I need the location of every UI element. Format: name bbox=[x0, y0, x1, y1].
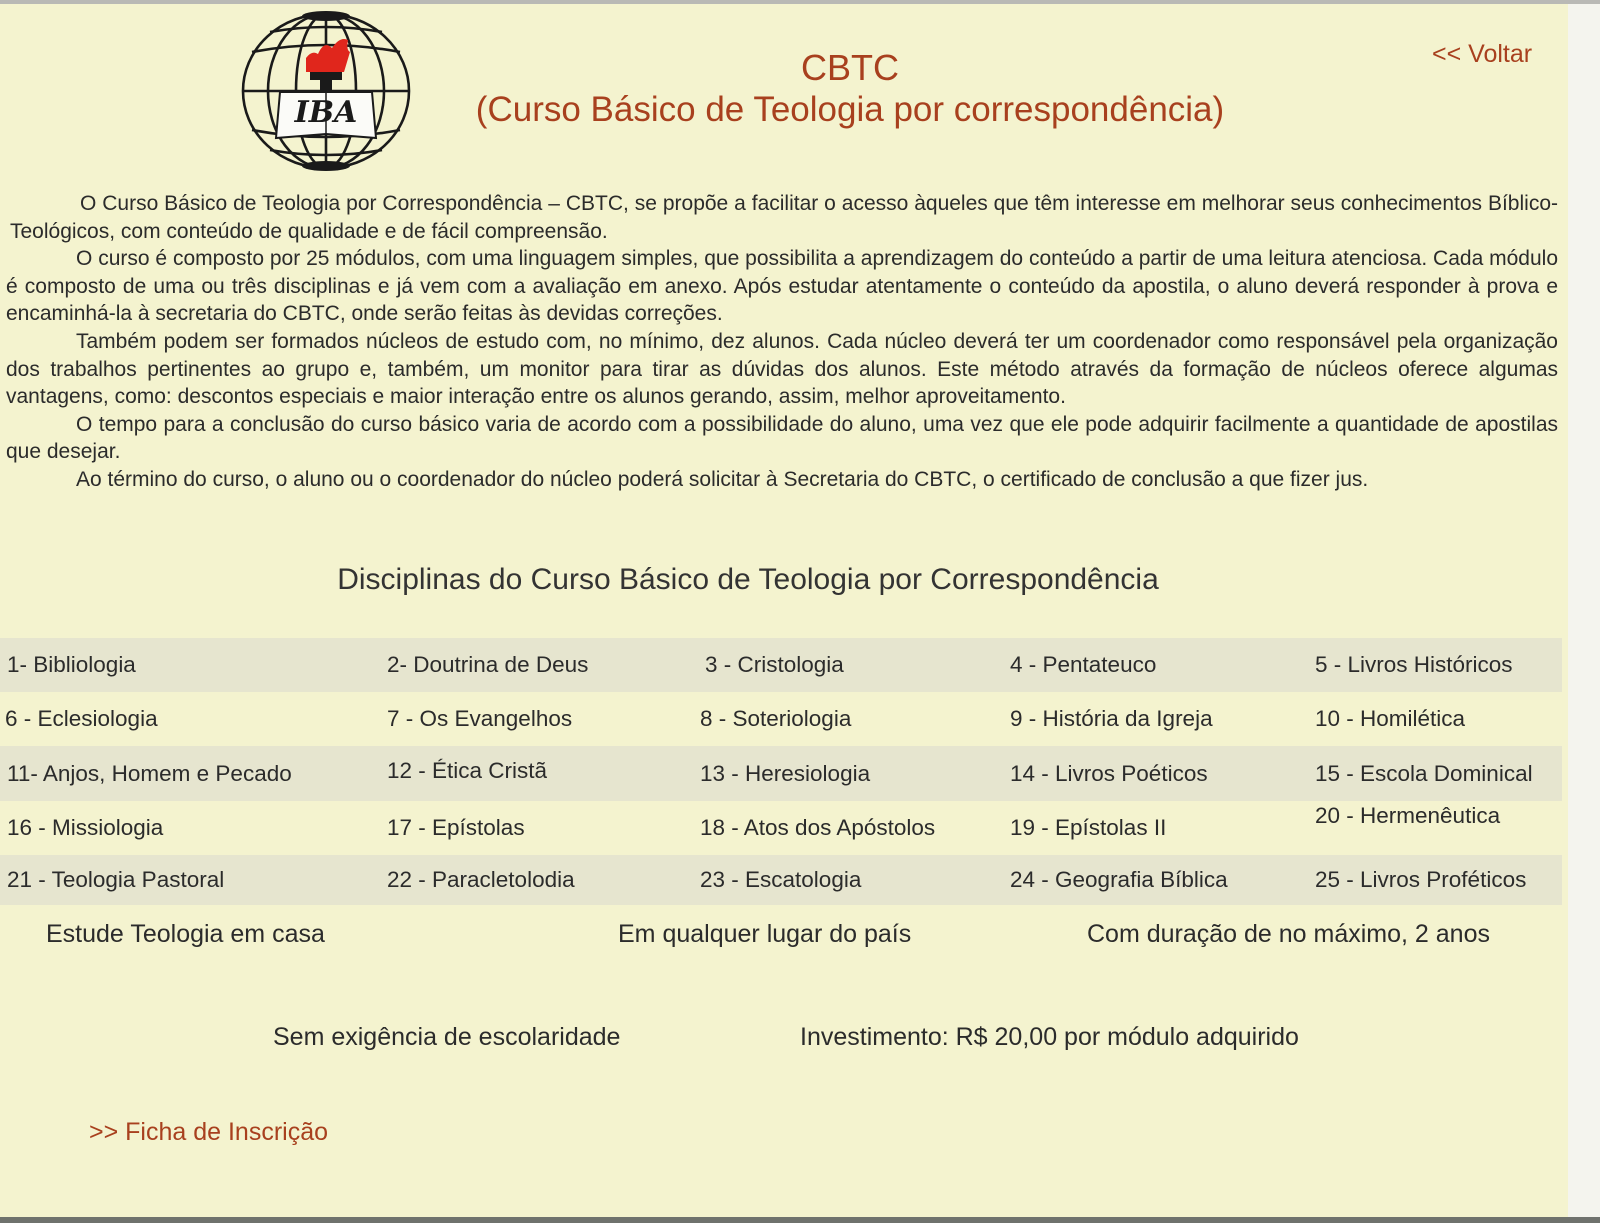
discipline-item: 7 - Os Evangelhos bbox=[387, 706, 573, 731]
discipline-item: 2- Doutrina de Deus bbox=[387, 652, 589, 677]
discipline-item: 11- Anjos, Homem e Pecado bbox=[7, 760, 292, 786]
discipline-item: 17 - Epístolas bbox=[387, 815, 525, 840]
discipline-item: 1- Bibliologia bbox=[7, 652, 136, 677]
intro-paragraph: O Curso Básico de Teologia por Correspondência – CBTC, se propõe a facilitar o acesso àqueles que têm interesse em melhorar seus conhecimentos Bíblico-Teológicos, com conteúdo de qualidade e de fácil compreensão. bbox=[10, 192, 1558, 243]
disciplines-heading: Disciplinas do Curso Básico de Teologia por Correspondência bbox=[337, 563, 1159, 596]
discipline-item: 12 - Ética Cristã bbox=[387, 758, 548, 783]
feature-no-schooling: Sem exigência de escolaridade bbox=[273, 1023, 621, 1051]
intro-paragraph: O curso é composto por 25 módulos, com uma linguagem simples, que possibilita a aprendizagem do conteúdo a partir de uma leitura atenciosa. Cada módulo é composto de uma ou três disciplinas e já vem com a avaliação em anexo. Após estudar atentamente o conteúdo da apostila, o aluno deverá responder à prova e encaminhá-la à secretaria do CBTC, onde serão feitas às devidas correções. bbox=[6, 247, 1558, 326]
discipline-item: 18 - Atos dos Apóstolos bbox=[700, 815, 936, 840]
discipline-item: 21 - Teologia Pastoral bbox=[7, 867, 225, 892]
feature-duration: Com duração de no máximo, 2 anos bbox=[1087, 920, 1490, 948]
discipline-item: 13 - Heresiologia bbox=[700, 760, 871, 786]
page-subtitle: (Curso Básico de Teologia por correspondência) bbox=[475, 90, 1225, 129]
page-content bbox=[0, 4, 1568, 1217]
right-margin bbox=[1568, 4, 1600, 1217]
page-header bbox=[450, 48, 1250, 132]
discipline-item: 16 - Missiologia bbox=[7, 815, 164, 840]
intro-text bbox=[6, 190, 1558, 494]
feature-price: Investimento: R$ 20,00 por módulo adquirido bbox=[800, 1023, 1299, 1051]
feature-anywhere: Em qualquer lugar do país bbox=[618, 920, 912, 948]
discipline-item: 3 - Cristologia bbox=[705, 652, 844, 677]
intro-paragraph: O tempo para a conclusão do curso básico varia de acordo com a possibilidade do aluno, uma vez que ele pode adquirir facilmente a quantidade de apostilas que desejar. bbox=[6, 412, 1558, 464]
discipline-item: 25 - Livros Proféticos bbox=[1315, 867, 1527, 892]
page-title: CBTC bbox=[801, 47, 899, 88]
iba-logo bbox=[240, 10, 412, 172]
feature-study-home: Estude Teologia em casa bbox=[46, 920, 325, 948]
discipline-item: 24 - Geografia Bíblica bbox=[1010, 867, 1228, 892]
globe-torch-book-icon bbox=[240, 10, 412, 172]
discipline-item: 8 - Soteriologia bbox=[700, 706, 852, 731]
table-row bbox=[0, 638, 1562, 692]
discipline-item: 6 - Eclesiologia bbox=[5, 706, 158, 731]
discipline-item: 15 - Escola Dominical bbox=[1315, 760, 1533, 786]
discipline-item: 22 - Paracletolodia bbox=[387, 867, 575, 892]
table-row bbox=[0, 746, 1562, 801]
discipline-item: 5 - Livros Históricos bbox=[1315, 652, 1513, 677]
discipline-item: 9 - História da Igreja bbox=[1010, 706, 1213, 731]
discipline-item: 20 - Hermenêutica bbox=[1315, 803, 1501, 828]
table-row bbox=[0, 855, 1562, 905]
table-row bbox=[0, 801, 1562, 855]
back-link[interactable]: << Voltar bbox=[1432, 40, 1533, 68]
discipline-item: 14 - Livros Poéticos bbox=[1010, 760, 1208, 786]
window-bottom-border bbox=[0, 1217, 1600, 1223]
discipline-item: 19 - Epístolas II bbox=[1010, 815, 1167, 840]
intro-paragraph: Ao término do curso, o aluno ou o coordenador do núcleo poderá solicitar à Secretaria do CBTC, o certificado de conclusão a que fizer jus. bbox=[76, 467, 1369, 491]
intro-paragraph: Também podem ser formados núcleos de estudo com, no mínimo, dez alunos. Cada núcleo deverá ter um coordenador como responsável pela organização dos trabalhos pertinentes ao grupo e, também, um monitor para tirar as dúvidas dos alunos. Este método através da formação de núcleos oferece algumas vantagens, como: descontos especiais e maior interação entre os alunos gerando, assim, melhor aproveitamento. bbox=[6, 329, 1558, 409]
table-row bbox=[0, 692, 1562, 746]
svg-text:IBA: IBA bbox=[294, 95, 358, 130]
signup-form-link[interactable]: >> Ficha de Inscrição bbox=[89, 1118, 329, 1146]
disciplines-table bbox=[0, 638, 1562, 905]
discipline-item: 4 - Pentateuco bbox=[1010, 652, 1157, 677]
discipline-item: 23 - Escatologia bbox=[700, 867, 862, 892]
discipline-item: 10 - Homilética bbox=[1315, 706, 1466, 731]
